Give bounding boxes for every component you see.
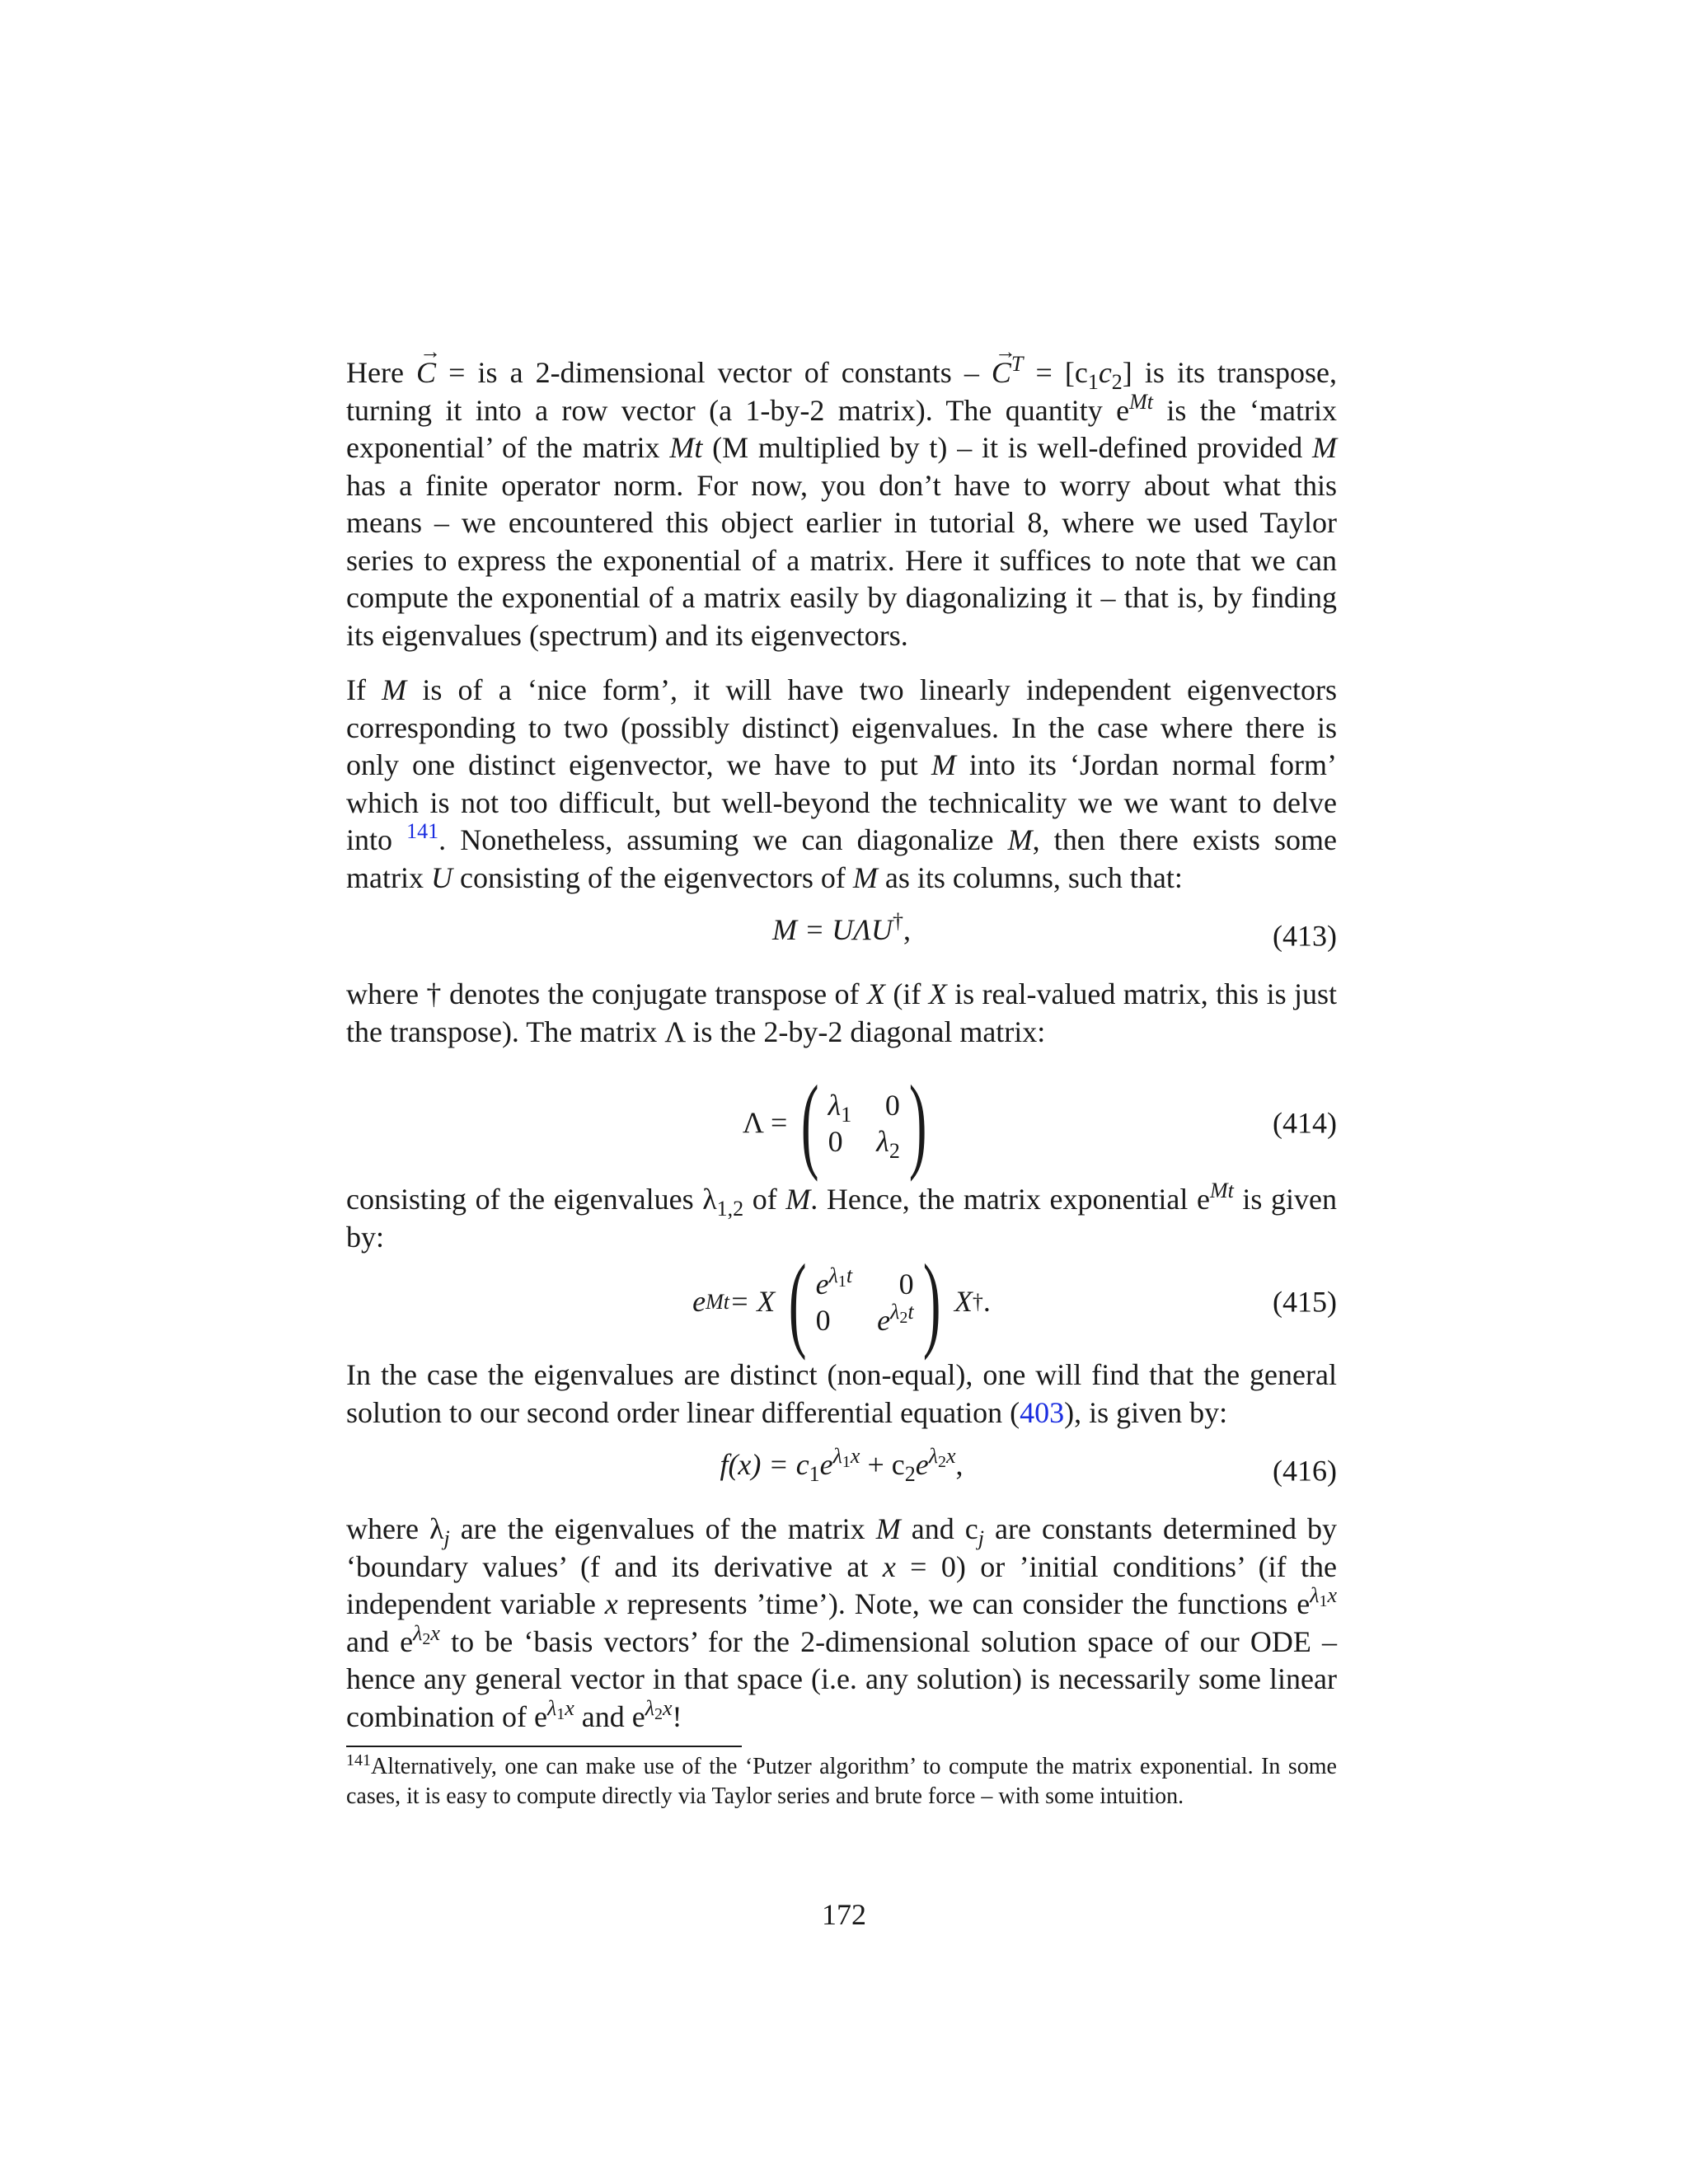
superscript: λ [832, 1444, 842, 1468]
text: consisting of the eigenvectors of [452, 860, 853, 894]
matrix-lambda [792, 1064, 935, 1183]
text: are the eigenvalues of the matrix [449, 1512, 876, 1545]
math-expr: = X [729, 1285, 776, 1319]
equation-number: (415) [1273, 1285, 1337, 1319]
equation-413 [346, 909, 1337, 961]
matrix-entry: 0 [884, 1089, 900, 1122]
math-var: X [928, 977, 947, 1010]
text: to be ‘basis vectors’ for the 2-dimensional solution space of our ODE – hence any general vector in that space (i.e. any solution) is necessarily some linear combination of e [346, 1624, 1337, 1733]
matrix-entry: 0 [815, 1304, 831, 1337]
superscript: λ [890, 1300, 900, 1324]
paragraph-conjugate-transpose [346, 976, 1337, 1051]
superscript: x [430, 1620, 440, 1645]
math-var: M [1007, 823, 1033, 856]
math-var: X [866, 977, 885, 1010]
text: and e [346, 1624, 414, 1658]
matrix-entry: λ [876, 1125, 889, 1158]
text: , [903, 913, 912, 946]
text: ! [672, 1699, 682, 1733]
equation-number: (414) [1273, 1106, 1337, 1140]
superscript: Mt [1209, 1179, 1234, 1202]
superscript: λ [1310, 1583, 1320, 1607]
text: ] is its transpose, turning it into a row vector (a 1-by-2 matrix). The quantity e [346, 356, 1338, 427]
superscript: λ [546, 1695, 557, 1720]
text: . Nonetheless, assuming we can diagonalize [438, 823, 1008, 856]
math-var: x [604, 1587, 618, 1620]
subscript: j [443, 1526, 450, 1550]
math-expr: = UΛU [796, 913, 893, 946]
matrix-entry: e [877, 1304, 891, 1337]
math-var: e [819, 1448, 833, 1481]
text: where λ [346, 1512, 444, 1545]
equation-416 [346, 1446, 1337, 1496]
text: is of a ‘nice form’, it will have two linearly independent eigenvectors corresponding to two (possibly distinct) eigenvalues. In the case where there is only one distinct eigenvector, we have to put [346, 673, 1337, 781]
math-var: e [915, 1448, 929, 1481]
text: where † denotes the conjugate transpose of [346, 977, 867, 1010]
text: If [346, 673, 382, 706]
superscript: t [907, 1300, 914, 1324]
subscript: 1 [556, 1704, 565, 1723]
text: . [982, 1285, 991, 1319]
superscript: λ [928, 1444, 938, 1468]
math-var: M [931, 748, 956, 781]
math-expr: Λ = [742, 1106, 788, 1140]
paragraph-eigenvalues [346, 1181, 1337, 1256]
subscript: 1 [1319, 1592, 1328, 1610]
equation-number: (413) [1273, 919, 1337, 953]
text: has a finite operator norm. For now, you don’t have to worry about what this means – we encountered this object earlier in tutorial 8, where we used Taylor series to express the exponential of a matrix. Here it suffices to note that we can compute the exponential of a matrix easily by diagonalizing it – that is, by finding its eigenvalues (spectrum) and its eigenvectors. [346, 468, 1337, 652]
text: = is a 2-dimensional vector of constants – [436, 356, 992, 389]
math-expr: f(x) = c [720, 1448, 809, 1481]
text: c [1098, 356, 1112, 389]
vector-c-transpose: → C [992, 354, 1011, 392]
text: and e [574, 1699, 645, 1733]
left-paren: ( [789, 1243, 807, 1361]
math-var: M [875, 1512, 901, 1545]
subscript: 1 [1087, 370, 1099, 394]
paragraph-basis-vectors [346, 1511, 1337, 1736]
subscript: 2 [899, 1309, 908, 1327]
matrix-entry: 0 [898, 1268, 914, 1301]
text: consisting of the eigenvalues λ [346, 1183, 717, 1216]
subscript: 2 [654, 1704, 663, 1723]
superscript: † [893, 909, 904, 933]
superscript: x [850, 1444, 860, 1468]
math-var: M [771, 913, 797, 946]
superscript: x [565, 1695, 574, 1720]
subscript: 1 [842, 1453, 851, 1471]
math-var: M [1312, 431, 1337, 464]
text: Here [346, 356, 417, 389]
text: represents ’time’). Note, we can consider the functions e [617, 1587, 1311, 1620]
text: , then there exists some matrix [346, 823, 1337, 894]
subscript: j [978, 1526, 984, 1550]
vector-c: → C [416, 354, 436, 392]
text: into its ‘Jordan normal form’ which is not too difficult, but well-beyond the technicality we we want to delve into [346, 748, 1337, 856]
math-var: x [882, 1549, 896, 1583]
right-paren: ) [908, 1064, 927, 1183]
footnote-mark: 141 [346, 1751, 371, 1769]
text: and c [900, 1512, 978, 1545]
paragraph-general-solution [346, 1357, 1337, 1432]
equation-number: (416) [1273, 1454, 1337, 1488]
right-paren: ) [922, 1243, 941, 1361]
math-var: U [430, 860, 452, 894]
text: ), is given by: [1064, 1395, 1228, 1429]
matrix-entry: 0 [828, 1125, 843, 1158]
subscript: 1 [837, 1272, 846, 1291]
footnote-text: Alternatively, one can make use of the ‘Putzer algorithm’ to compute the matrix exponential. In some cases, it is easy to compute directly via Taylor series and brute force – with some intuition. [346, 1754, 1337, 1809]
equation-414 [346, 1064, 1337, 1183]
subscript: 2 [422, 1629, 431, 1648]
superscript: x [1327, 1583, 1337, 1607]
text: is given by: [346, 1183, 1337, 1254]
superscript: T [1010, 352, 1024, 376]
text: , [955, 1448, 964, 1481]
text: are constants determined by ‘boundary values’ (f and its derivative at [346, 1512, 1337, 1583]
equation-415: e Mt = X ( $e^{\lambda_1t}$ 0 0 $e^{\lambda_2t}$ ) X † . (415) [692, 1243, 1337, 1361]
left-paren: ( [801, 1064, 819, 1183]
text: is real-valued matrix, this is just the transpose). The matrix Λ is the 2-by-2 diagonal matrix: [346, 977, 1337, 1048]
math-var: e [692, 1285, 706, 1319]
subscript: 2 [938, 1453, 946, 1471]
text: = [c [1023, 356, 1088, 389]
page-body [346, 354, 1337, 1811]
text: as its columns, such that: [877, 860, 1183, 894]
math-var: M [852, 860, 878, 894]
math-var: M [382, 673, 407, 706]
subscript: 2 [889, 1139, 900, 1163]
subscript: 2 [1111, 370, 1123, 394]
text: (M multiplied by t) – it is well-defined provided [702, 431, 1312, 464]
math-expr: + c [860, 1448, 905, 1481]
text: = 0) or ’initial conditions’ (if the independent variable [346, 1549, 1338, 1620]
math-var: Mt [669, 431, 703, 464]
paragraph-nice-form [346, 672, 1337, 897]
matrix-entry: e [815, 1268, 829, 1301]
text: In the case the eigenvalues are distinct (non-equal), one will find that the general solution to our second order linear differential equation ( [346, 1358, 1337, 1429]
superscript: λ [413, 1620, 423, 1645]
footnote-141 [346, 1752, 1337, 1811]
text: (if [884, 977, 929, 1010]
text: is the ‘matrix exponential’ of the matrix [346, 393, 1338, 464]
text: of [743, 1183, 786, 1216]
subscript: 2 [904, 1462, 916, 1486]
footnote-ref-link[interactable]: 141 [406, 819, 439, 843]
math-var: X [954, 1285, 973, 1319]
matrix-entry: λ [828, 1089, 842, 1122]
subscript: 1,2 [716, 1197, 744, 1221]
subscript: 1 [809, 1462, 820, 1486]
equation-ref-link[interactable]: 403 [1020, 1395, 1065, 1429]
text: . Hence, the matrix exponential e [810, 1183, 1210, 1216]
paragraph-vector-constants [346, 354, 1337, 654]
footnote-rule [346, 1746, 742, 1747]
superscript: λ [828, 1263, 838, 1287]
superscript: x [662, 1695, 673, 1720]
superscript: λ [645, 1695, 654, 1720]
math-var: M [785, 1183, 811, 1216]
matrix-exponential [780, 1243, 950, 1361]
subscript: 1 [841, 1103, 852, 1127]
superscript: x [946, 1444, 956, 1468]
superscript: t [846, 1263, 853, 1287]
page-number: 172 [822, 1898, 866, 1931]
superscript: Mt [1129, 389, 1153, 414]
